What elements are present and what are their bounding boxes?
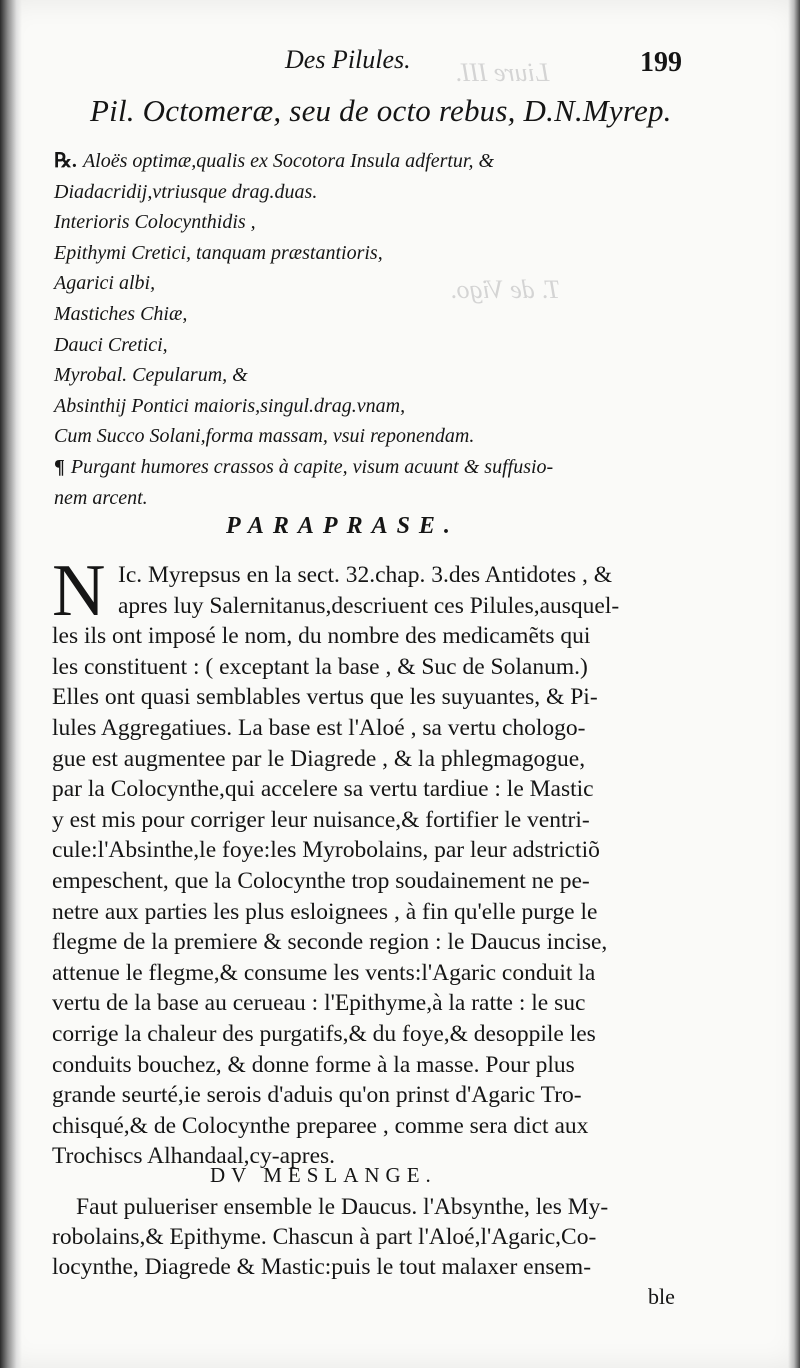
recipe-line-text: Dauci Cretici, <box>54 333 168 356</box>
recipe-line-text: Diadacridij,vtriusque drag.duas. <box>54 180 318 203</box>
recipe-line <box>54 268 754 299</box>
recipe-line <box>54 452 754 483</box>
recipe-line-text: Absinthij Pontici maioris,singul.drag.vnam, <box>54 394 406 417</box>
running-head: Des Pilules. <box>285 45 411 74</box>
page-number: 199 <box>640 47 682 78</box>
body-line: lules Aggregatiues. La base est l'Aloé , sa vertu chologo- <box>52 714 586 741</box>
recipe-line-text: Myrobal. Cepularum, & <box>54 364 248 387</box>
show-through-text: T. de Vigo. <box>450 275 561 304</box>
body-line: locynthe, Diagrede & Mastic:puis le tout malaxer ensem- <box>52 1254 592 1280</box>
body-line: cule:l'Absinthe,le foye:les Myrobolains, par leur adstrictiõ <box>52 837 600 864</box>
drop-cap: N <box>52 550 106 632</box>
recipe-line <box>54 207 754 238</box>
recipe-line-text: Aloës optimæ,qualis ex Socotora Insula adfertur, & <box>82 150 495 172</box>
body-line: attenue le flegme,& consume les vents:l'Agaric conduit la <box>52 959 596 986</box>
body-line: gue est augmentee par le Diagrede , & la phlegmagogue, <box>52 745 586 772</box>
body-line: corrige la chaleur des purgatifs,& du foye,& desoppile les <box>52 1020 596 1047</box>
body-line: vertu de la base au cerueau : l'Epithyme,à la ratte : le suc <box>52 990 586 1017</box>
body-line: y est mis pour corriger leur nuisance,& fortifier le ventri- <box>52 806 590 833</box>
recipe-mark: ℞. <box>54 150 77 172</box>
page-edge-shadow <box>788 0 800 1368</box>
body-line: grande seurté,ie serois d'aduis qu'on prinst d'Agaric Tro- <box>52 1082 582 1109</box>
recipe-line <box>54 330 754 361</box>
recipe-title: Pil. Octomeræ, seu de octo rebus, D.N.Myrep. <box>90 93 672 128</box>
section-heading: PARAPRASE. <box>226 513 459 539</box>
recipe-line <box>54 299 754 330</box>
recipe-line <box>54 421 754 452</box>
recipe-line <box>54 391 754 422</box>
recipe-line <box>54 146 754 177</box>
recipe-line-text: nem arcent. <box>54 486 148 509</box>
body-line: Elles ont quasi semblables vertus que les suyuantes, & Pi- <box>52 684 598 711</box>
body-line: conduits bouchez, & donne forme à la masse. Pour plus <box>52 1051 575 1078</box>
recipe-line <box>54 483 754 514</box>
body-line: apres luy Salernitanus,descriuent ces Pilules,ausquel- <box>118 592 620 619</box>
recipe-line-text: Epithymi Cretici, tanquam præstantioris, <box>54 241 383 264</box>
recipe-line-text: Purgant humores crassos à capite, visum acuunt & suffusio- <box>70 455 554 478</box>
body-line: par la Colocynthe,qui accelere sa vertu tardiue : le Mastic <box>52 776 594 803</box>
body-line: les constituent : ( exceptant la base , & Suc de Solanum.) <box>52 653 588 680</box>
spine-shadow <box>0 0 22 1368</box>
body-line: Ic. Myrepsus en la sect. 32.chap. 3.des Antidotes , & <box>118 562 613 588</box>
body-line: chisqué,& de Colocynthe preparee , comme sera dict aux <box>52 1112 589 1139</box>
recipe-line-text: Agarici albi, <box>54 272 156 295</box>
paraphrase-body <box>52 560 692 1172</box>
body-line: netre aux parties les plus esloignees , à fin qu'elle purge le <box>52 898 598 925</box>
recipe-line <box>54 177 754 208</box>
recipe-line <box>54 238 754 269</box>
recipe-line <box>54 360 754 391</box>
body-line: Trochiscs Alhandaal,cy-apres. <box>52 1143 336 1170</box>
body-line: les ils ont imposé le nom, du nombre des medicamẽts qui <box>52 623 591 650</box>
recipe-line-text: Mastiches Chiæ, <box>54 302 188 325</box>
meslange-body <box>52 1192 702 1282</box>
recipe-line-text: Interioris Colocynthidis , <box>54 211 256 234</box>
catchword: ble <box>648 1284 675 1309</box>
pilcrow-mark: ¶ <box>54 455 65 478</box>
body-line: robolains,& Epithyme. Chascun à part l'Aloé,l'Agaric,Co- <box>52 1224 597 1250</box>
sub-heading: DV MESLANGE. <box>210 1163 437 1187</box>
body-line: flegme de la premiere & seconde region : le Daucus incise, <box>52 929 608 956</box>
body-line: Faut pulueriser ensemble le Daucus. l'Absynthe, les My- <box>76 1194 609 1220</box>
recipe-block <box>54 146 754 513</box>
show-through-text: Liure III. <box>455 58 550 87</box>
recipe-line-text: Cum Succo Solani,forma massam, vsui reponendam. <box>54 425 475 448</box>
body-line: empeschent, que la Colocynthe trop soudainement ne pe- <box>52 867 590 894</box>
